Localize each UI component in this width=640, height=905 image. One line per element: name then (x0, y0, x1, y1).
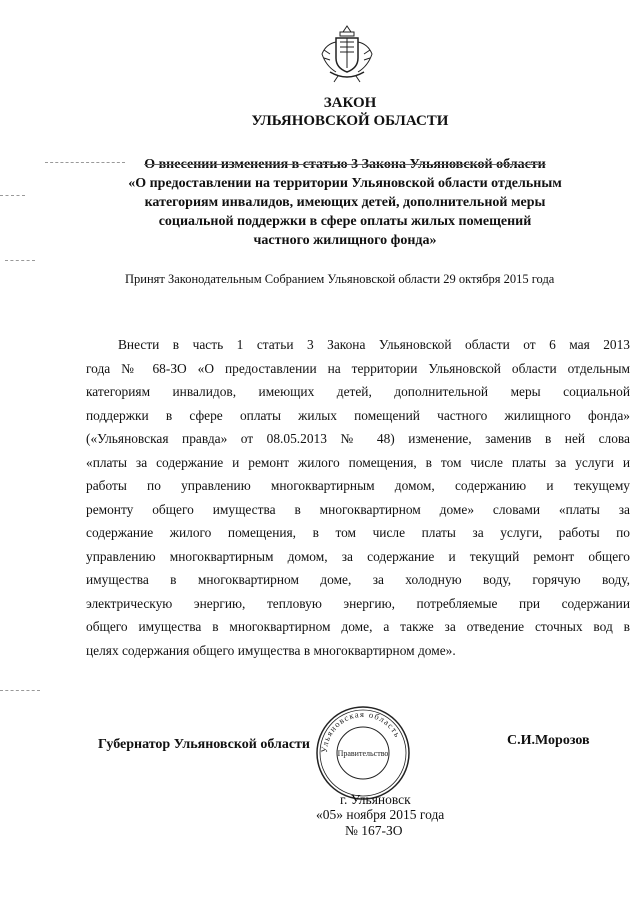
margin-dash (0, 195, 25, 196)
heading-line: частного жилищного фонда» (253, 233, 437, 248)
body-line: Внести в часть 1 статьи 3 Закона Ульяновской области от 6 мая 2013 (118, 337, 630, 352)
official-seal (314, 704, 412, 802)
accepted-line: Принят Законодательным Собранием Ульяновской области 29 октября 2015 года (125, 272, 555, 286)
margin-dash (0, 690, 40, 691)
body-line: общего имущества в многоквартирном доме, а также за отведение сточных вод в (86, 619, 630, 634)
body-line: управлению многоквартирным домом, за содержание и текущий ремонт общего (86, 548, 630, 564)
body-line: целях содержания общего имущества в многоквартирном доме». (86, 642, 456, 658)
coat-of-arms-icon (316, 22, 378, 84)
heading-line: «О предоставлении на территории Ульяновской области отдельным (128, 176, 562, 191)
law-heading (110, 155, 580, 250)
body-line: года № 68-ЗО «О предоставлении на территории Ульяновской области отдельным (86, 360, 630, 376)
body-line: работы по управлению многоквартирным домом, содержанию и текущему (86, 478, 630, 493)
heading-line: категориям инвалидов, имеющих детей, дополнительной меры (144, 195, 546, 210)
region-label: УЛЬЯНОВСКОЙ ОБЛАСТИ (251, 113, 449, 129)
heading-line: О внесении изменения в статью 3 Закона Ульяновской области (144, 157, 546, 172)
signatory-name: С.И.Морозов (507, 733, 590, 748)
signatory-position: Губернатор Ульяновской области (98, 737, 310, 752)
body-line: («Ульяновская правда» от 08.05.2013 № 48) изменение, заменив в ней слова (86, 431, 630, 446)
body-line: имущества в многоквартирном доме, за холодную воду, горячую воду, (86, 572, 630, 587)
law-number: № 167-ЗО (345, 823, 403, 838)
law-label: ЗАКОН (323, 95, 377, 111)
body-line: электрическую энергию, тепловую энергию, потребляемые при содержании (86, 595, 630, 611)
heading-line: социальной поддержки в сфере оплаты жилых помещений (158, 214, 532, 229)
signing-place: г. Ульяновск (340, 792, 411, 807)
law-body (86, 333, 630, 662)
body-line: «платы за содержание и ремонт жилого помещения, в том числе платы за услуги и (86, 454, 630, 470)
seal-center-text: Правительство (337, 749, 389, 758)
body-line: ремонту общего имущества в многоквартирном доме» словами «платы за (86, 501, 630, 517)
margin-dash (5, 260, 35, 261)
body-line: содержание жилого помещения, в том числе платы за услуги, работы по (86, 525, 630, 540)
body-line: поддержки в сфере оплаты жилых помещений частного жилищного фонда» (86, 407, 630, 423)
signing-date: «05» ноября 2015 года (316, 807, 445, 822)
seal-ring-text: Ульяновская область (318, 708, 404, 754)
body-line: категориям инвалидов, имеющих детей, дополнительной меры социальной (86, 384, 630, 399)
